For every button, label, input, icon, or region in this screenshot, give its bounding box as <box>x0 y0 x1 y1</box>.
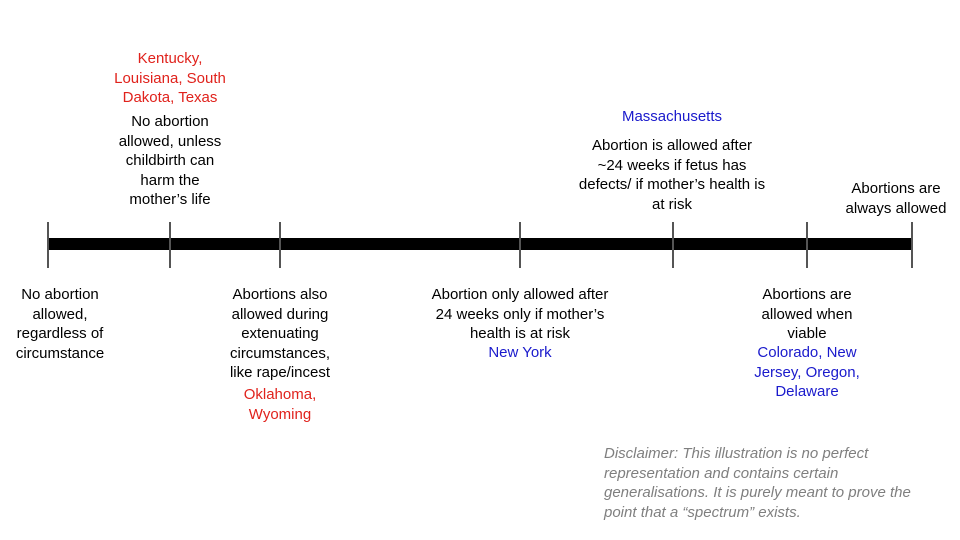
point-2-states: Kentucky, Louisiana, South Dakota, Texas <box>114 50 226 106</box>
point-3-description: Abortions also allowed during extenuating circumstances, like rape/incest <box>229 286 331 381</box>
timeline-tick-7 <box>911 222 913 268</box>
point-3-states: Oklahoma, Wyoming <box>243 386 317 423</box>
point-1-description: No abortion allowed, regardless of circumstance <box>15 286 105 362</box>
timeline-tick-2 <box>169 222 171 268</box>
point-4-states: New York <box>488 344 552 361</box>
disclaimer-text: Disclaimer: This illustration is no perfect representation and contains certain generalisations. It is purely meant to prove the point that a “spectrum” exists. <box>604 445 911 521</box>
point-7-description: Abortions are always allowed <box>845 180 947 217</box>
point-6-states: Colorado, New Jersey, Oregon, Delaware <box>754 344 860 400</box>
timeline-tick-4 <box>519 222 521 268</box>
point-6-description: Abortions are allowed when viable <box>761 286 853 342</box>
point-5-description: Abortion is allowed after ~24 weeks if fetus has defects/ if mother’s health is at risk <box>578 137 766 213</box>
point-4-description: Abortion only allowed after 24 weeks only if mother’s health is at risk <box>431 286 609 342</box>
timeline-tick-1 <box>47 222 49 268</box>
timeline-bar <box>48 238 912 250</box>
timeline-tick-6 <box>806 222 808 268</box>
timeline-tick-5 <box>672 222 674 268</box>
point-2-description: No abortion allowed, unless childbirth can harm the mother’s life <box>118 113 222 208</box>
timeline-tick-3 <box>279 222 281 268</box>
point-5-states: Massachusetts <box>621 108 723 125</box>
